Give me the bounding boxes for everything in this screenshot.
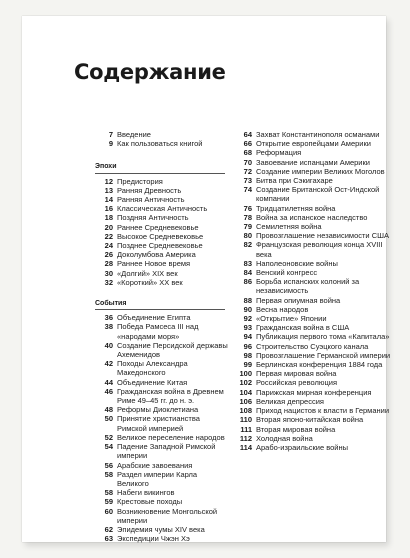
toc-entry-title: Победа Рамсеса III над «народами моря»: [117, 322, 199, 341]
toc-entry: [95, 204, 230, 213]
toc-entry: [235, 277, 395, 295]
toc-page-number: 90: [243, 304, 252, 314]
toc-entry: [235, 139, 395, 148]
toc-entry-title: Принятие христианства Римской империей: [117, 414, 200, 433]
toc-entry: [95, 387, 230, 405]
toc-entry-title: «Долгий» XIX век: [117, 268, 178, 278]
toc-page-number: 14: [104, 195, 113, 205]
toc-entry: [235, 296, 395, 305]
toc-entry-title: Весна народов: [256, 304, 309, 314]
toc-page-number: 111: [240, 424, 252, 434]
toc-entry: [235, 240, 395, 258]
toc-entry: [95, 250, 230, 259]
toc-page-number: 22: [104, 231, 113, 241]
toc-entry: [95, 534, 230, 543]
toc-entry-title: Наполеоновские войны: [256, 258, 338, 268]
toc-entry-title: Строительство Суэцкого канала: [256, 341, 369, 351]
toc-sections: [95, 156, 230, 543]
toc-page-number: 74: [243, 185, 252, 195]
toc-entry: [95, 278, 230, 287]
toc-entry: [95, 195, 230, 204]
toc-page-number: 108: [239, 406, 252, 416]
toc-entry-title: Вторая японо-китайская война: [256, 415, 364, 425]
toc-entry-title: Гражданская война в Древнем Риме 49–45 гг. до н. э.: [117, 386, 224, 406]
toc-page-number: 100: [239, 369, 252, 379]
toc-entry-title: Арабские завоевания: [117, 460, 193, 470]
toc-entry-title: Создание Персидской державы Ахеменидов: [117, 340, 228, 360]
toc-entry: [95, 470, 230, 488]
toc-entry: [95, 313, 230, 322]
toc-entry-title: Семилетняя война: [256, 222, 322, 232]
toc-page-number: 60: [104, 506, 113, 516]
toc-entry: [235, 167, 395, 176]
toc-entry: [95, 241, 230, 250]
toc-entry: [95, 488, 230, 497]
toc-entry: [235, 176, 395, 185]
toc-page-number: 20: [104, 222, 113, 232]
toc-entry: [95, 378, 230, 387]
toc-entry-title: Ранняя Древность: [117, 185, 182, 195]
toc-entry: [235, 130, 395, 139]
toc-page-number: 50: [104, 414, 113, 424]
toc-page-number: 7: [108, 130, 113, 139]
toc-entry-title: Открытие европейцами Америки: [256, 139, 371, 149]
toc-entry: [235, 185, 395, 203]
toc-page-number: 98: [243, 350, 252, 360]
toc-page-number: 106: [239, 396, 252, 406]
toc-entry-title: Возникновение Монгольской империи: [117, 506, 218, 525]
toc-entry: [235, 378, 395, 387]
toc-entry-title: «Короткий» XX век: [117, 277, 183, 287]
toc-entry-title: Объединение Египта: [117, 313, 191, 323]
toc-page-number: 36: [104, 313, 113, 323]
toc-entry-title: Первая опиумная война: [256, 295, 341, 305]
toc-entry-title: Доколумбова Америка: [117, 250, 196, 260]
toc-page-number: 96: [243, 341, 252, 351]
toc-entry-title: Раннее Средневековье: [117, 222, 199, 232]
toc-page-number: 52: [104, 432, 113, 442]
toc-page-number: 62: [104, 524, 113, 534]
toc-entry: [235, 342, 395, 351]
toc-page-number: 64: [243, 130, 252, 139]
toc-entry-title: Война за испанское наследство: [256, 212, 368, 222]
toc-entry-title: Крестовые походы: [117, 497, 183, 507]
toc-entry-title: Борьба испанских колоний за независимость: [256, 277, 360, 296]
toc-entry: [95, 433, 230, 442]
toc-page-number: 78: [243, 212, 252, 222]
toc-entry: [235, 314, 395, 323]
toc-entry-title: Гражданская война в США: [256, 323, 350, 333]
toc-page-number: 26: [104, 250, 113, 260]
toc-page-number: 80: [243, 231, 252, 241]
toc-page-number: 110: [239, 415, 252, 425]
toc-entry-title: Раздел империи Карла Великого: [117, 469, 198, 488]
toc-page-number: 94: [243, 332, 252, 342]
toc-entry: [95, 213, 230, 222]
toc-entry: [235, 231, 395, 240]
toc-entry: [235, 434, 395, 443]
toc-left-column: [95, 130, 230, 543]
toc-entry-title: Падение Западной Римской империи: [117, 442, 216, 461]
toc-entry-title: Битва при Сэкигахаре: [256, 176, 333, 186]
toc-page-number: 104: [239, 387, 252, 397]
toc-page-number: 30: [104, 268, 113, 278]
toc-entry: [95, 139, 230, 148]
toc-entry: [95, 269, 230, 278]
toc-entry: [235, 415, 395, 424]
toc-page-number: 86: [243, 277, 252, 287]
toc-page-number: 16: [104, 204, 113, 214]
toc-entry-title: Реформация: [256, 148, 302, 158]
toc-page-number: 84: [243, 268, 252, 278]
toc-entry-title: Как пользоваться книгой: [117, 139, 203, 149]
toc-page-number: 68: [243, 148, 252, 158]
toc-entry: [95, 259, 230, 268]
toc-page-number: 102: [239, 378, 252, 388]
section-heading: Эпохи: [95, 162, 225, 173]
toc-entry-title: Набеги викингов: [117, 488, 175, 498]
toc-entry: [235, 213, 395, 222]
toc-page-number: 76: [243, 203, 252, 213]
toc-entry-title: Эпидемия чумы XIV века: [117, 524, 205, 534]
toc-entry: [95, 442, 230, 460]
toc-right-list: [235, 130, 395, 452]
toc-page-number: 114: [239, 442, 252, 452]
toc-entry: [235, 305, 395, 314]
toc-entry-title: Венский конгресс: [256, 268, 318, 278]
toc-entry: [95, 359, 230, 377]
toc-page-number: 88: [243, 295, 252, 305]
toc-entry: [95, 130, 230, 139]
toc-page-number: 63: [104, 534, 113, 544]
toc-page-number: 32: [104, 277, 113, 287]
toc-entry: [95, 223, 230, 232]
toc-entry: [235, 259, 395, 268]
toc-page-number: 24: [104, 241, 113, 251]
toc-entry-title: Ранняя Античность: [117, 195, 185, 205]
toc-entry: [235, 388, 395, 397]
toc-entry: [235, 360, 395, 369]
toc-page-number: 46: [104, 386, 113, 396]
toc-entry-title: Реформы Диоклетиана: [117, 405, 199, 415]
toc-entry-title: Великое переселение народов: [117, 432, 225, 442]
toc-entry: [235, 148, 395, 157]
toc-entry: [235, 406, 395, 415]
toc-entry: [235, 443, 395, 452]
toc-page-number: 99: [243, 360, 252, 370]
toc-entry: [95, 497, 230, 506]
toc-entry-title: Захват Константинополя османами: [256, 130, 380, 139]
toc-entry-title: Российская революция: [256, 378, 338, 388]
toc-entry: [235, 323, 395, 332]
toc-entry: [95, 322, 230, 340]
toc-page-number: 58: [104, 469, 113, 479]
toc-entry: [95, 405, 230, 414]
toc-entry-title: Походы Александра Македонского: [117, 359, 188, 378]
toc-entry-title: Раннее Новое время: [117, 259, 191, 269]
toc-entry: [95, 177, 230, 186]
toc-entry-title: Провозглашение независимости США: [256, 231, 390, 241]
toc-page-number: 66: [243, 139, 252, 149]
toc-entry-title: Создание империи Великих Моголов: [256, 166, 385, 176]
toc-entry-title: Классическая Античность: [117, 204, 208, 214]
toc-page-number: 13: [104, 185, 113, 195]
section-heading: События: [95, 299, 225, 310]
toc-page-number: 40: [104, 340, 113, 350]
toc-entry: [235, 222, 395, 231]
toc-page-number: 28: [104, 259, 113, 269]
toc-entry-title: Вторая мировая война: [256, 424, 336, 434]
toc-page-number: 72: [243, 166, 252, 176]
toc-entry: [95, 525, 230, 534]
toc-entry: [235, 204, 395, 213]
toc-entry-title: Поздняя Античность: [117, 213, 189, 223]
toc-entry-title: Арабо-израильские войны: [256, 442, 349, 452]
toc-entry-title: Холодная война: [256, 433, 313, 443]
toc-entry: [95, 461, 230, 470]
toc-entry-title: Высокое Средневековье: [117, 231, 204, 241]
toc-entry: [235, 158, 395, 167]
toc-entry-title: Публикация первого тома «Капитала»: [256, 332, 390, 342]
toc-entry-title: Экспедиции Чжэн Хэ: [117, 534, 190, 544]
toc-page-number: 79: [243, 222, 252, 232]
toc-page-number: 82: [243, 240, 252, 250]
toc-page-number: 58: [104, 488, 113, 498]
toc-entry-title: Позднее Средневековье: [117, 241, 203, 251]
toc-entry-title: Провозглашение Германской империи: [256, 350, 391, 360]
toc-entry-title: Первая мировая война: [256, 369, 337, 379]
toc-page-number: 73: [243, 176, 252, 186]
toc-entry: [235, 369, 395, 378]
toc-page-number: 93: [243, 323, 252, 333]
toc-entry: [235, 332, 395, 341]
toc-entry-title: Создание Британской Ост-Индской компании: [256, 185, 380, 204]
toc-page-number: 42: [104, 359, 113, 369]
book-page: [22, 16, 391, 544]
toc-entry-title: Берлинская конференция 1884 года: [256, 360, 383, 370]
toc-entry-title: Предистория: [117, 176, 163, 186]
toc-page-number: 83: [243, 258, 252, 268]
toc-right-column: [235, 130, 395, 452]
toc-page-number: 38: [104, 322, 113, 332]
toc-page-number: 9: [108, 139, 113, 149]
toc-page-number: 112: [239, 433, 252, 443]
toc-page-number: 70: [243, 157, 252, 167]
toc-page-number: 48: [104, 405, 113, 415]
toc-page-number: 56: [104, 460, 113, 470]
toc-page-number: 12: [104, 176, 113, 186]
toc-entry: [95, 341, 230, 359]
toc-entry-title: Французская революция конца XVIII века: [256, 240, 383, 259]
toc-entry-title: Великая депрессия: [256, 396, 324, 406]
toc-entry-title: «Открытие» Японии: [256, 314, 327, 324]
toc-page-number: 92: [243, 314, 252, 324]
page-title: Содержание: [74, 60, 226, 84]
toc-entry: [95, 507, 230, 525]
toc-page-number: 59: [104, 497, 113, 507]
toc-entry-title: Парижская мирная конференция: [256, 387, 372, 397]
intro-list: [95, 130, 230, 148]
toc-entry: [235, 425, 395, 434]
toc-entry: [235, 397, 395, 406]
toc-page-number: 18: [104, 213, 113, 223]
toc-entry: [95, 414, 230, 432]
toc-entry: [95, 186, 230, 195]
toc-entry-title: Объединение Китая: [117, 377, 188, 387]
toc-entry-title: Завоевание испанцами Америки: [256, 157, 370, 167]
toc-entry-title: Тридцатилетняя война: [256, 203, 336, 213]
toc-page-number: 54: [104, 442, 113, 452]
toc-page-number: 44: [104, 377, 113, 387]
toc-entry: [235, 351, 395, 360]
toc-entry: [235, 268, 395, 277]
toc-entry-title: Приход нацистов к власти в Германии: [256, 406, 390, 416]
toc-entry: [95, 232, 230, 241]
toc-entry-title: Введение: [117, 130, 151, 139]
